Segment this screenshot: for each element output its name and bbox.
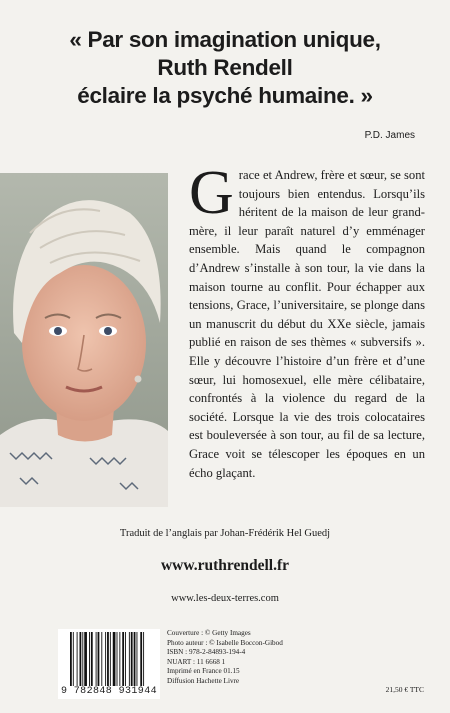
credit-line: Imprimé en France 01.15: [167, 667, 240, 675]
blurb-quote: [30, 26, 420, 110]
barcode-number: 9 782848 931944: [60, 686, 157, 697]
price-label: 21,50 € TTC: [385, 685, 424, 694]
quote-line: éclaire la psyché humaine. »: [77, 83, 373, 108]
quote-attribution: P.D. James: [364, 130, 415, 141]
isbn-barcode: [58, 629, 160, 699]
credit-line: Couverture : © Getty Images: [167, 629, 251, 637]
quote-line: « Par son imagination unique,: [69, 27, 381, 52]
credit-line: Diffusion Hachette Livre: [167, 676, 240, 685]
credits-block: [167, 629, 283, 686]
credit-line: Photo auteur : © Isabelle Boccon-Gibod: [167, 638, 283, 647]
synopsis-body: race et Andrew, frère et sœur, se sont toujours bien entendus. Lorsqu’ils héritent de la maison de leur grand-mère, il leur paraît naturel d’y emménager ensemble. Mais quand le compagnon d’Andrew s’installe à son tour, la vie dans la maison tourne au conflit. Pour échapper aux tensions, Grace, l’universitaire, se plonge dans un manuscrit du début du XXe siècle, jamais publié en raison de ses thèmes « subversifs ». Elle y découvre l’histoire d’un frère et d’une sœur, lui homosexuel, elle mère célibataire, confrontés à la violence du regard de la société. Lorsque la vie des trois colocataires est bouleversée à son tour, au fil de sa lecture, Grace voit se télescoper les époques en un écho glaçant.: [189, 168, 425, 480]
author-portrait-image: [0, 173, 168, 507]
drop-cap: G: [189, 159, 234, 227]
author-photo: [0, 173, 168, 507]
credit-line: ISBN : 978-2-84893-194-4: [167, 648, 246, 656]
quote-line: Ruth Rendell: [157, 55, 293, 80]
author-website-link[interactable]: www.ruthrendell.fr: [160, 557, 289, 574]
barcode-bars: [70, 632, 148, 686]
synopsis-text: [189, 159, 425, 482]
credit-line: NUART : 11 6668 1: [167, 657, 226, 666]
translator-credit: Traduit de l’anglais par Johan-Frédérik Hel Guedj: [119, 528, 331, 539]
publisher-website-link[interactable]: www.les-deux-terres.com: [171, 593, 279, 604]
